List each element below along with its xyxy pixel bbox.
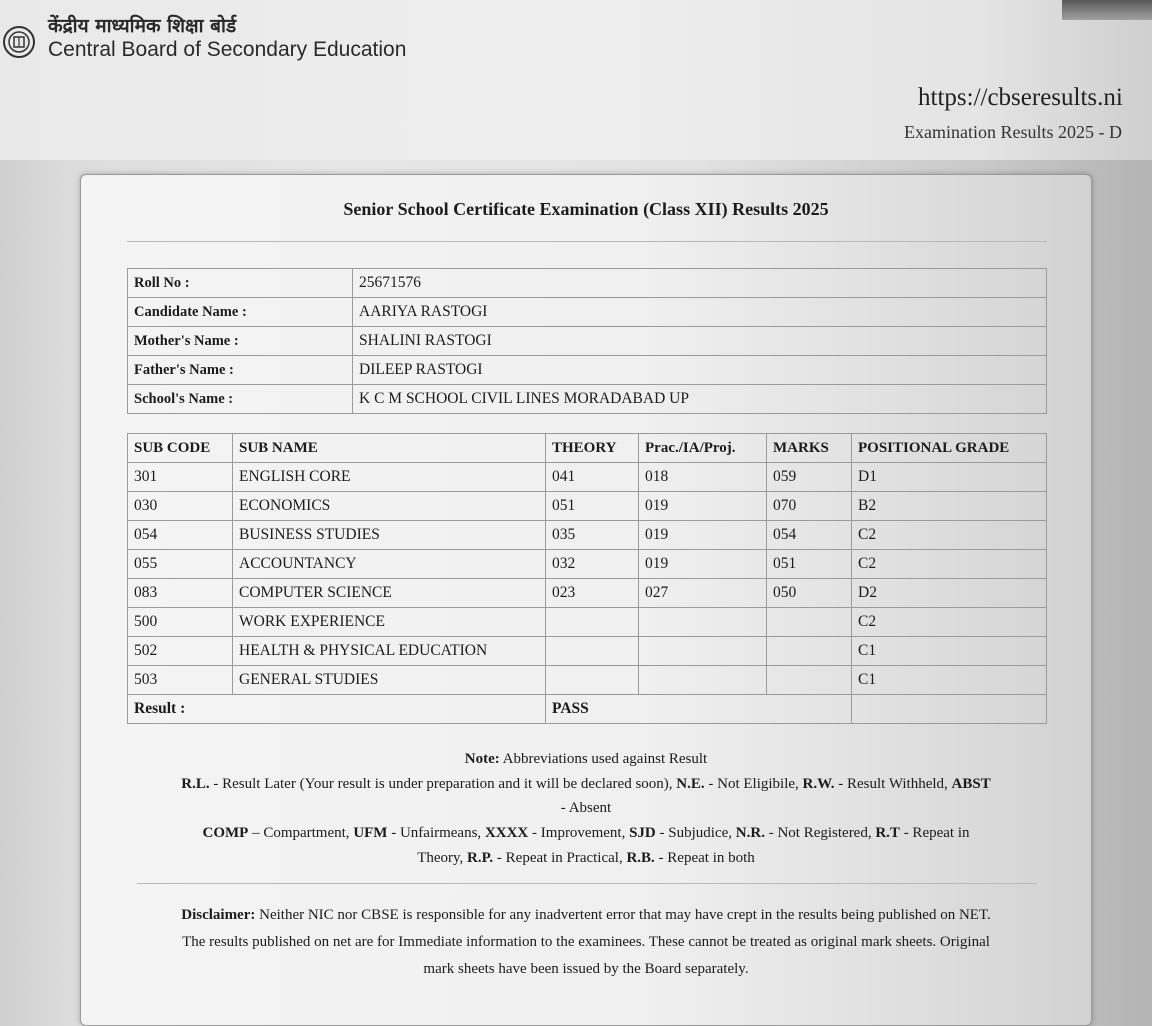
result-label: Result : bbox=[128, 695, 546, 724]
subject-theory bbox=[546, 637, 639, 666]
subject-theory bbox=[546, 666, 639, 695]
disclaimer-label: Disclaimer: bbox=[181, 907, 256, 923]
subject-prac: 019 bbox=[639, 492, 767, 521]
result-row bbox=[128, 695, 1047, 724]
subject-row bbox=[128, 492, 1047, 521]
subject-marks bbox=[767, 608, 852, 637]
subject-grade: C1 bbox=[852, 637, 1047, 666]
abbr-text: - Repeat in both bbox=[654, 850, 755, 866]
info-value: K C M SCHOOL CIVIL LINES MORADABAD UP bbox=[353, 385, 1047, 414]
abbr-code: N.E. bbox=[676, 776, 705, 792]
subject-row bbox=[128, 608, 1047, 637]
note-label: Note: bbox=[464, 751, 500, 767]
abbr-code: N.R. bbox=[735, 825, 765, 841]
subject-row bbox=[128, 579, 1047, 608]
abbr-text: - Repeat in Practical, bbox=[493, 850, 627, 866]
subject-prac bbox=[639, 666, 767, 695]
subject-theory: 032 bbox=[546, 550, 639, 579]
disclaimer bbox=[131, 902, 1041, 983]
subject-theory: 041 bbox=[546, 463, 639, 492]
abbr-text: - Subjudice, bbox=[655, 825, 736, 841]
exam-results-line: Examination Results 2025 - D bbox=[904, 122, 1122, 142]
subject-prac: 019 bbox=[639, 550, 767, 579]
subject-prac: 018 bbox=[639, 463, 767, 492]
info-label: Mother's Name : bbox=[128, 327, 353, 356]
subject-theory: 035 bbox=[546, 521, 639, 550]
subject-grade: B2 bbox=[852, 492, 1047, 521]
subject-row bbox=[128, 666, 1047, 695]
abbr-code: ABST bbox=[951, 776, 991, 792]
abbr-code: UFM bbox=[353, 825, 388, 841]
abbr-text: - Result Withheld, bbox=[834, 776, 952, 792]
note-line-2 bbox=[121, 821, 1051, 845]
subject-grade: C2 bbox=[852, 550, 1047, 579]
disclaimer-text-1: Neither NIC nor CBSE is responsible for any inadvertent error that may have crept in the results being published on NET. bbox=[255, 907, 991, 923]
subject-theory bbox=[546, 608, 639, 637]
abbr-text: - Result Later (Your result is under preparation and it will be declared soon), bbox=[209, 776, 677, 792]
subject-code: 054 bbox=[128, 521, 233, 550]
note-line-1 bbox=[121, 772, 1051, 796]
subject-prac: 027 bbox=[639, 579, 767, 608]
marks-header-row bbox=[128, 434, 1047, 463]
subject-prac bbox=[639, 608, 767, 637]
abbr-code: XXXX bbox=[484, 825, 529, 841]
results-heading: Senior School Certificate Examination (Class XII) Results 2025 bbox=[343, 199, 829, 219]
subject-name: HEALTH & PHYSICAL EDUCATION bbox=[233, 637, 546, 666]
col-positional-grade: POSITIONAL GRADE bbox=[852, 434, 1047, 463]
col-practical: Prac./IA/Proj. bbox=[639, 434, 767, 463]
subject-row bbox=[128, 463, 1047, 492]
info-row bbox=[128, 327, 1047, 356]
subject-marks: 050 bbox=[767, 579, 852, 608]
abbr-code: R.B. bbox=[626, 850, 655, 866]
abbr-text: - Not Eligibile, bbox=[704, 776, 803, 792]
heading-divider bbox=[127, 241, 1047, 242]
info-value: DILEEP RASTOGI bbox=[353, 356, 1047, 385]
subject-name: ECONOMICS bbox=[233, 492, 546, 521]
abbr-code: R.P. bbox=[467, 850, 494, 866]
result-value: PASS bbox=[546, 695, 852, 724]
note-line-1-end: - Absent bbox=[560, 800, 612, 816]
subject-grade: D2 bbox=[852, 579, 1047, 608]
info-row bbox=[128, 269, 1047, 298]
disclaimer-line-3: mark sheets have been issued by the Board separately. bbox=[423, 961, 749, 977]
subject-name: ACCOUNTANCY bbox=[233, 550, 546, 579]
info-row bbox=[128, 298, 1047, 327]
subject-code: 083 bbox=[128, 579, 233, 608]
subject-grade: C2 bbox=[852, 521, 1047, 550]
subject-name: GENERAL STUDIES bbox=[233, 666, 546, 695]
subject-grade: C2 bbox=[852, 608, 1047, 637]
col-sub-code: SUB CODE bbox=[128, 434, 233, 463]
note-title-text: Abbreviations used against Result bbox=[499, 751, 708, 767]
results-card bbox=[80, 174, 1092, 1026]
abbr-text: – Compartment, bbox=[248, 825, 354, 841]
col-theory: THEORY bbox=[546, 434, 639, 463]
disclaimer-line-1 bbox=[131, 902, 1041, 929]
note-line-3 bbox=[121, 846, 1051, 870]
board-name: Central Board of Secondary Education bbox=[48, 38, 407, 61]
subject-marks: 059 bbox=[767, 463, 852, 492]
subject-theory: 051 bbox=[546, 492, 639, 521]
subject-marks bbox=[767, 666, 852, 695]
subject-marks: 051 bbox=[767, 550, 852, 579]
marks-table bbox=[127, 433, 1047, 724]
abbr-code: COMP bbox=[202, 825, 249, 841]
subject-marks: 070 bbox=[767, 492, 852, 521]
notes-divider bbox=[137, 883, 1037, 884]
cbse-logo-icon bbox=[2, 24, 36, 60]
subject-row bbox=[128, 550, 1047, 579]
abbr-code: R.L. bbox=[181, 776, 210, 792]
subject-marks bbox=[767, 637, 852, 666]
subject-marks: 054 bbox=[767, 521, 852, 550]
col-marks: MARKS bbox=[767, 434, 852, 463]
subject-prac: 019 bbox=[639, 521, 767, 550]
subject-code: 503 bbox=[128, 666, 233, 695]
subject-code: 502 bbox=[128, 637, 233, 666]
subject-name: ENGLISH CORE bbox=[233, 463, 546, 492]
candidate-info-table bbox=[127, 268, 1047, 414]
abbr-code: R.T bbox=[875, 825, 900, 841]
info-row bbox=[128, 356, 1047, 385]
subject-code: 500 bbox=[128, 608, 233, 637]
info-value: SHALINI RASTOGI bbox=[353, 327, 1047, 356]
subject-code: 301 bbox=[128, 463, 233, 492]
result-grade-cell bbox=[852, 695, 1047, 724]
info-label: Father's Name : bbox=[128, 356, 353, 385]
abbr-code: SJD bbox=[629, 825, 656, 841]
subject-name: BUSINESS STUDIES bbox=[233, 521, 546, 550]
col-sub-name: SUB NAME bbox=[233, 434, 546, 463]
disclaimer-line-2: The results published on net are for Immediate information to the examinees. These cannot be treated as original mark sheets. Original bbox=[182, 934, 990, 950]
subject-grade: C1 bbox=[852, 666, 1047, 695]
subject-grade: D1 bbox=[852, 463, 1047, 492]
info-value: 25671576 bbox=[353, 269, 1047, 298]
board-name-hindi: केंद्रीय माध्यमिक शिक्षा बोर्ड bbox=[48, 15, 237, 37]
info-value: AARIYA RASTOGI bbox=[353, 298, 1047, 327]
abbr-code: R.W. bbox=[802, 776, 835, 792]
abbr-text: - Repeat in bbox=[899, 825, 970, 841]
info-label: Roll No : bbox=[128, 269, 353, 298]
abbr-text: - Improvement, bbox=[528, 825, 630, 841]
subject-row bbox=[128, 637, 1047, 666]
abbr-text: Theory, bbox=[417, 850, 468, 866]
subject-code: 030 bbox=[128, 492, 233, 521]
subject-row bbox=[128, 521, 1047, 550]
subject-name: COMPUTER SCIENCE bbox=[233, 579, 546, 608]
info-label: School's Name : bbox=[128, 385, 353, 414]
abbr-text: - Unfairmeans, bbox=[387, 825, 485, 841]
subject-code: 055 bbox=[128, 550, 233, 579]
subject-name: WORK EXPERIENCE bbox=[233, 608, 546, 637]
info-label: Candidate Name : bbox=[128, 298, 353, 327]
results-url: https://cbseresults.ni bbox=[918, 84, 1123, 111]
note-title bbox=[121, 747, 1051, 771]
background-shadow bbox=[1062, 0, 1152, 20]
subject-prac bbox=[639, 637, 767, 666]
abbr-text: - Not Registered, bbox=[764, 825, 876, 841]
info-row bbox=[128, 385, 1047, 414]
subject-theory: 023 bbox=[546, 579, 639, 608]
